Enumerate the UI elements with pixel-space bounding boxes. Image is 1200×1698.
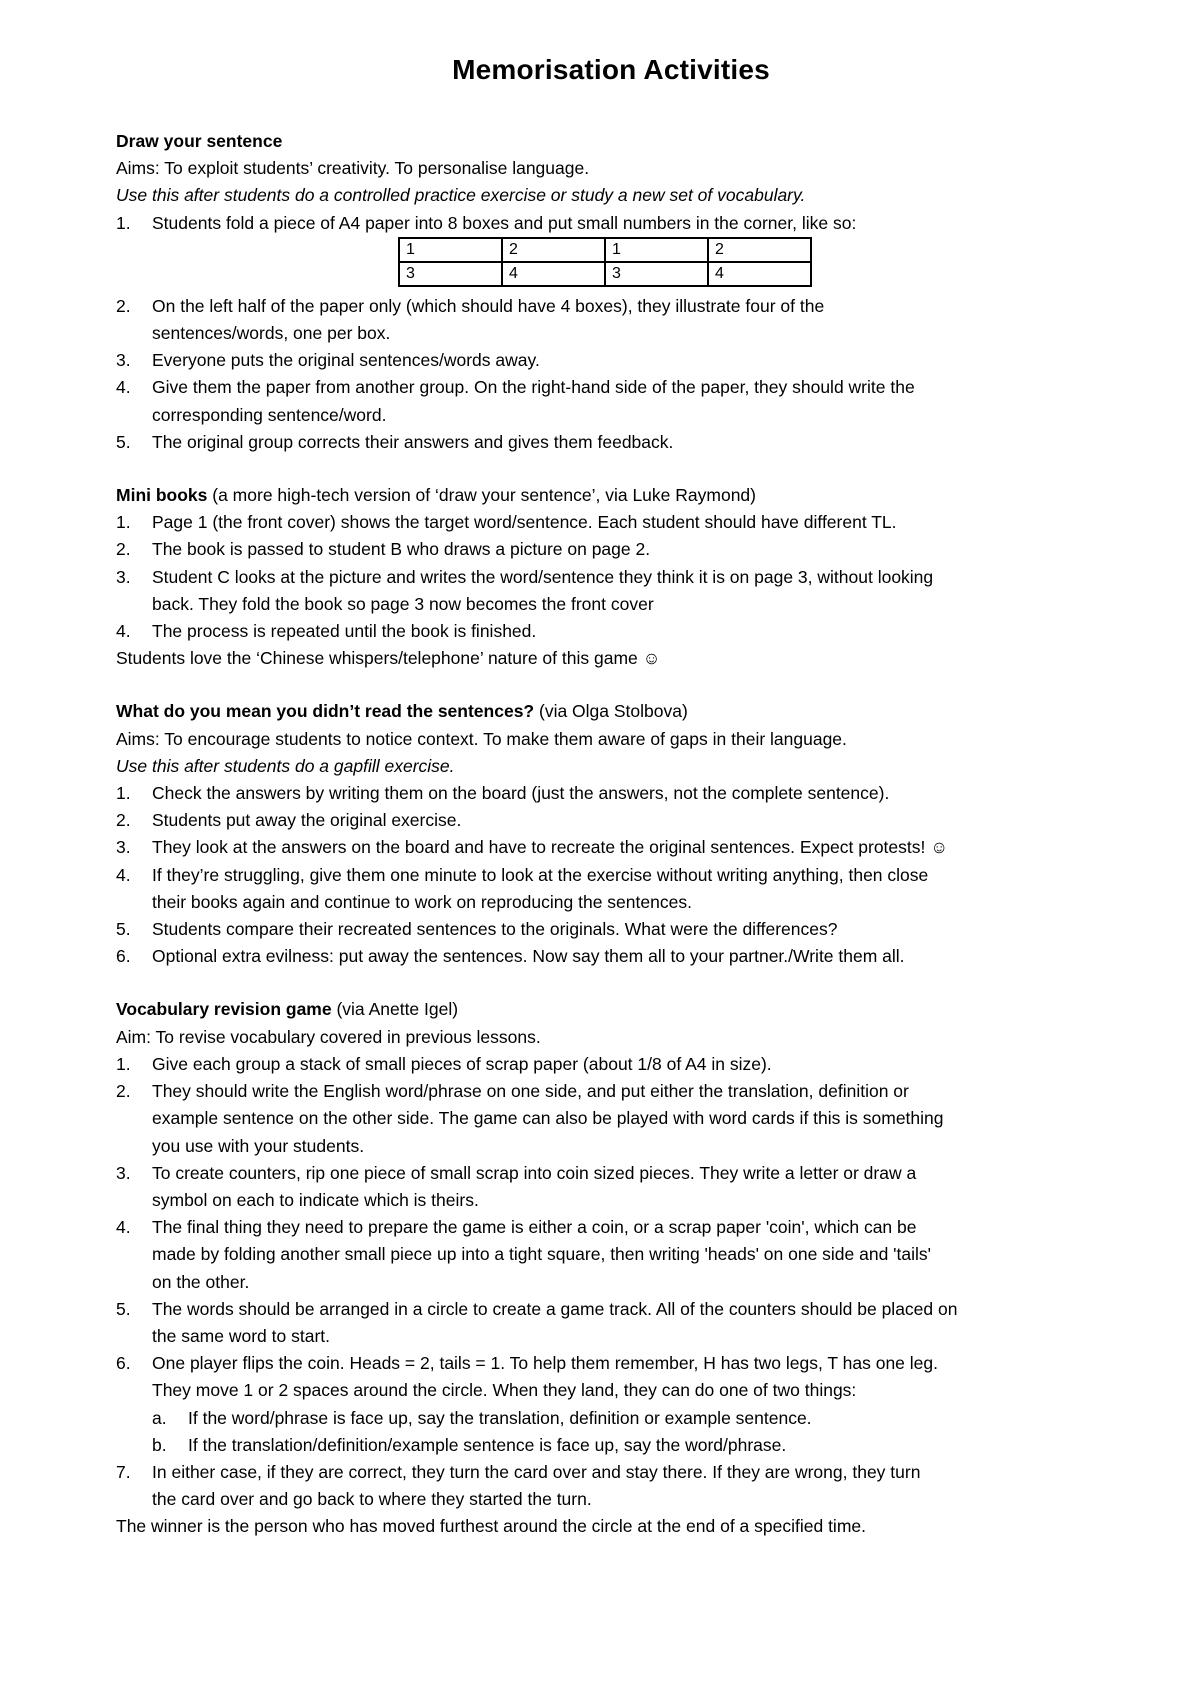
table-cell: 3 xyxy=(605,262,708,286)
item-number: 1. xyxy=(116,212,131,233)
item-line: their books again and continue to work on reproducing the sentences. xyxy=(152,891,692,912)
item-number: 4. xyxy=(116,621,131,642)
document-page xyxy=(116,54,1106,1567)
item-line: On the left half of the paper only (which should have 4 boxes), they illustrate four of the xyxy=(152,295,825,316)
item-line: They look at the answers on the board and have to recreate the original sentences. Expect protests! ☺ xyxy=(152,837,949,858)
section-heading: Mini books xyxy=(116,485,208,506)
list-item xyxy=(116,1296,1106,1350)
item-number: 2. xyxy=(116,539,131,560)
item-line: symbol on each to indicate which is theirs. xyxy=(152,1189,479,1210)
item-line: The original group corrects their answers and gives them feedback. xyxy=(152,431,674,452)
table-cell: 4 xyxy=(502,262,605,286)
list-item xyxy=(116,1459,1106,1513)
item-line: Page 1 (the front cover) shows the target word/sentence. Each student should have different TL. xyxy=(152,512,897,533)
aims-text: Aims: To exploit students’ creativity. To personalise language. xyxy=(116,158,590,179)
section-heading-credit: (a more high-tech version of ‘draw your sentence’, via Luke Raymond) xyxy=(207,485,756,506)
sub-list xyxy=(152,1405,1106,1459)
sub-item-letter: b. xyxy=(152,1434,167,1455)
sub-item-text: If the translation/definition/example sentence is face up, say the word/phrase. xyxy=(188,1434,787,1455)
steps-list xyxy=(116,1051,1106,1513)
list-item xyxy=(116,429,1106,456)
item-line: Student C looks at the picture and writes the word/sentence they think it is on page 3, without looking xyxy=(152,566,934,587)
table-cell: 1 xyxy=(605,238,708,262)
section-heading-line xyxy=(116,698,1106,725)
item-line: on the other. xyxy=(152,1271,250,1292)
item-number: 4. xyxy=(116,377,131,398)
item-line: example sentence on the other side. The game can also be played with word cards if this is something xyxy=(152,1108,944,1129)
item-number: 4. xyxy=(116,1217,131,1238)
item-number: 4. xyxy=(116,864,131,885)
item-number: 1. xyxy=(116,1053,131,1074)
section-mini-books xyxy=(116,482,1106,672)
list-item xyxy=(116,916,1106,943)
item-line: Students put away the original exercise. xyxy=(152,810,462,831)
item-line: Give them the paper from another group. On the right-hand side of the paper, they should write the xyxy=(152,377,915,398)
steps-list xyxy=(116,780,1106,970)
steps-list xyxy=(116,210,1106,237)
item-number: 3. xyxy=(116,837,131,858)
item-line: Everyone puts the original sentences/words away. xyxy=(152,350,540,371)
item-line: If they’re struggling, give them one minute to look at the exercise without writing anything, then close xyxy=(152,864,929,885)
sub-item-letter: a. xyxy=(152,1407,167,1428)
usage-note: Use this after students do a controlled practice exercise or study a new set of vocabulary. xyxy=(116,185,806,206)
steps-list xyxy=(116,293,1106,456)
table-row xyxy=(399,262,811,286)
section-didnt-read-sentences xyxy=(116,698,1106,970)
list-item xyxy=(116,780,1106,807)
list-item xyxy=(116,293,1106,347)
item-number: 2. xyxy=(116,810,131,831)
aims-text: Aims: To encourage students to notice context. To make them aware of gaps in their language. xyxy=(116,728,847,749)
item-number: 6. xyxy=(116,1353,131,1374)
item-line: the same word to start. xyxy=(152,1325,330,1346)
item-line: you use with your students. xyxy=(152,1135,365,1156)
item-line: The process is repeated until the book is finished. xyxy=(152,621,537,642)
item-line: The final thing they need to prepare the game is either a coin, or a scrap paper 'coin', which can be xyxy=(152,1217,917,1238)
section-heading: Draw your sentence xyxy=(116,131,283,151)
section-draw-your-sentence xyxy=(116,128,1106,456)
section-vocabulary-revision-game xyxy=(116,996,1106,1540)
section-heading-line xyxy=(116,996,1106,1023)
list-item xyxy=(116,807,1106,834)
item-line: They move 1 or 2 spaces around the circle. When they land, they can do one of two things: xyxy=(152,1380,857,1401)
list-item xyxy=(116,509,1106,536)
item-number: 3. xyxy=(116,1162,131,1183)
item-number: 1. xyxy=(116,783,131,804)
item-line: The book is passed to student B who draws a picture on page 2. xyxy=(152,539,651,560)
item-number: 5. xyxy=(116,431,131,452)
usage-note: Use this after students do a gapfill exercise. xyxy=(116,755,455,776)
table-cell: 1 xyxy=(399,238,502,262)
item-line: One player flips the coin. Heads = 2, tails = 1. To help them remember, H has two legs, T has one leg. xyxy=(152,1353,938,1374)
item-number: 3. xyxy=(116,566,131,587)
fold-grid-example xyxy=(116,237,1106,291)
item-number: 5. xyxy=(116,1298,131,1319)
list-item xyxy=(116,1214,1106,1296)
item-number: 7. xyxy=(116,1461,131,1482)
list-item xyxy=(116,374,1106,428)
item-line: To create counters, rip one piece of small scrap into coin sized pieces. They write a letter or draw a xyxy=(152,1162,917,1183)
section-heading: What do you mean you didn’t read the sentences? xyxy=(116,701,535,722)
item-line: the card over and go back to where they started the turn. xyxy=(152,1489,592,1510)
item-line: corresponding sentence/word. xyxy=(152,404,387,425)
list-item xyxy=(116,862,1106,916)
item-line: The words should be arranged in a circle to create a game track. All of the counters should be placed on xyxy=(152,1298,958,1319)
closing-text: Students love the ‘Chinese whispers/telephone’ nature of this game ☺ xyxy=(116,648,661,669)
section-heading-credit: (via Olga Stolbova) xyxy=(534,701,688,722)
box-table xyxy=(398,237,812,287)
item-number: 3. xyxy=(116,350,131,371)
item-number: 6. xyxy=(116,946,131,967)
sub-item-text: If the word/phrase is face up, say the translation, definition or example sentence. xyxy=(188,1407,812,1428)
item-number: 5. xyxy=(116,919,131,940)
item-number: 1. xyxy=(116,512,131,533)
item-line: Students compare their recreated sentences to the originals. What were the differences? xyxy=(152,919,838,940)
item-line: Check the answers by writing them on the board (just the answers, not the complete sentence). xyxy=(152,783,890,804)
item-number: 2. xyxy=(116,1081,131,1102)
item-line: They should write the English word/phrase on one side, and put either the translation, definition or xyxy=(152,1081,909,1102)
item-line: Give each group a stack of small pieces of scrap paper (about 1/8 of A4 in size). xyxy=(152,1053,772,1074)
list-item xyxy=(116,618,1106,645)
list-item xyxy=(116,1350,1106,1459)
aims-text: Aim: To revise vocabulary covered in previous lessons. xyxy=(116,1026,541,1047)
section-heading: Vocabulary revision game xyxy=(116,999,332,1020)
page-title: Memorisation Activities xyxy=(452,54,770,85)
section-heading-credit: (via Anette Igel) xyxy=(331,999,459,1020)
table-cell: 3 xyxy=(399,262,502,286)
table-cell: 4 xyxy=(708,262,811,286)
closing-text: The winner is the person who has moved furthest around the circle at the end of a specified time. xyxy=(116,1516,866,1537)
item-line: sentences/words, one per box. xyxy=(152,323,391,344)
sub-list-item xyxy=(152,1432,1106,1459)
item-line: made by folding another small piece up into a tight square, then writing 'heads' on one side and 'tails' xyxy=(152,1244,931,1265)
section-heading-line xyxy=(116,482,1106,509)
steps-list xyxy=(116,509,1106,645)
item-line: In either case, if they are correct, they turn the card over and stay there. If they are wrong, they turn xyxy=(152,1461,921,1482)
table-cell: 2 xyxy=(502,238,605,262)
list-item xyxy=(116,943,1106,970)
list-item xyxy=(116,1051,1106,1078)
list-item xyxy=(116,834,1106,861)
list-item xyxy=(116,536,1106,563)
item-line: back. They fold the book so page 3 now becomes the front cover xyxy=(152,593,654,614)
item-number: 2. xyxy=(116,295,131,316)
list-item xyxy=(116,210,1106,237)
list-item xyxy=(116,1160,1106,1214)
list-item xyxy=(116,347,1106,374)
sub-list-item xyxy=(152,1405,1106,1432)
table-row xyxy=(399,238,811,262)
item-line: Optional extra evilness: put away the sentences. Now say them all to your partner./Write them all. xyxy=(152,946,905,967)
table-cell: 2 xyxy=(708,238,811,262)
item-text: Students fold a piece of A4 paper into 8 boxes and put small numbers in the corner, like so: xyxy=(152,212,857,233)
list-item xyxy=(116,1078,1106,1160)
list-item xyxy=(116,564,1106,618)
